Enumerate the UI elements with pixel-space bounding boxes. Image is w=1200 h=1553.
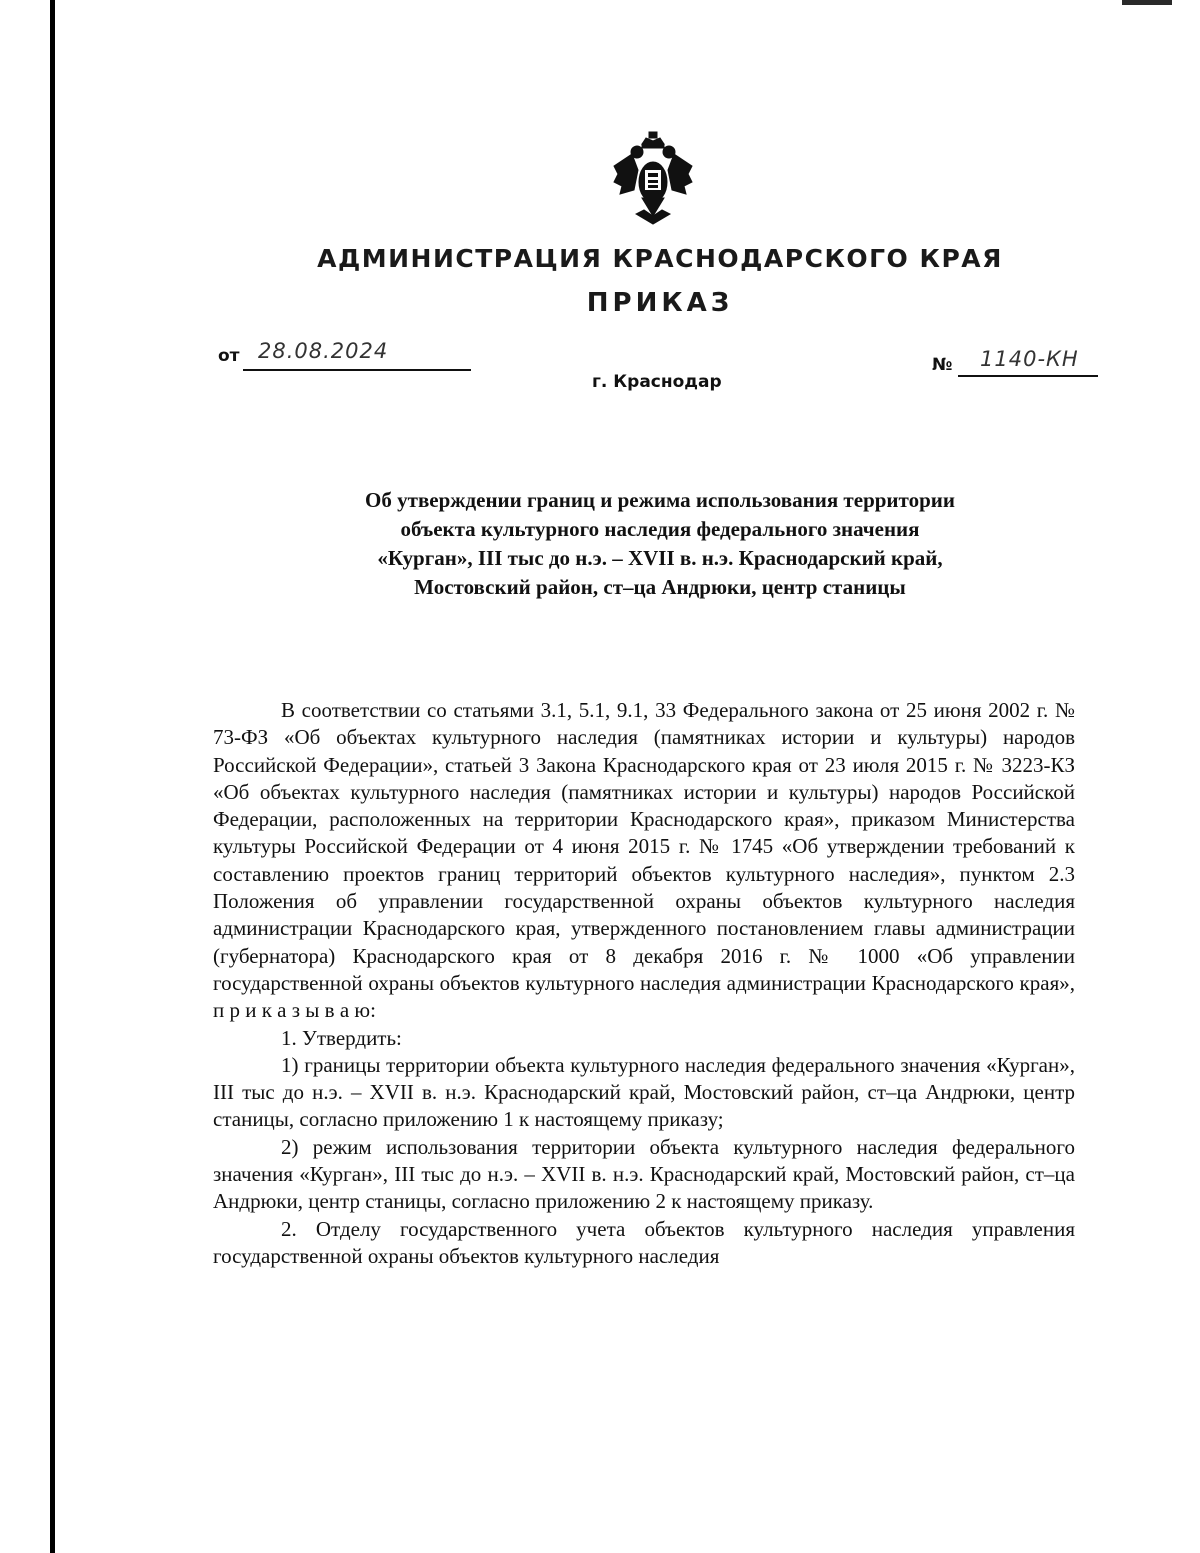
date-underline [243,369,471,371]
document-type: ПРИКАЗ [586,288,734,318]
clause-2: 2. Отделу государственного учета объектов культурного наследия управления государственной охраны объектов культурного наследия [213,1216,1075,1268]
subject-line: объекта культурного наследия федерального значения [400,517,920,541]
corner-mark [1122,0,1172,5]
subject-line: «Курган», III тыс до н.э. – XVII в. н.э. Краснодарский край, [377,546,943,570]
page-edge-rule [50,0,55,1553]
document-body [213,697,1075,1270]
clause-1-1: 1) границы территории объекта культурного наследия федерального значения «Курган», III тыс до н.э. – XVII в. н.э. Краснодарский край, Мостовский район, ст–ца Андрюки, центр станицы, согласно приложению 1 к настоящему приказу; [213,1052,1075,1132]
date-label: от [218,346,240,366]
preamble-paragraph: В соответствии со статьями 3.1, 5.1, 9.1, 33 Федерального закона от 25 июня 2002 г. № 73-ФЗ «Об объектах культурного наследия (памятниках истории и культуры) народов Российской Федерации», статьей 3 Закона Краснодарского края от 23 июля 2015 г. № 3223-КЗ «Об объектах культурного наследия (памятниках истории и культуры) народов Российской Федерации, расположенных на территории Краснодарского края», приказом Министерства культуры Российской Федерации от 4 июня 2015 г. № 1745 «Об утверждении требований к составлению проектов границ территорий объектов культурного наследия», пунктом 2.3 Положения об управлении государственной охраны объектов культурного наследия администрации Краснодарского края, утвержденного постановлением главы администрации (губернатора) Краснодарского края от 8 декабря 2016 г. № 1000 «Об управлении государственной охраны объектов культурного наследия администрации Краснодарского края», п р и к а з ы в а ю: [213,698,1075,1023]
clause-1: 1. Утвердить: [281,1025,402,1050]
number-underline [958,375,1098,377]
document-date: 28.08.2024 [258,339,389,363]
subject-line: Об утверждении границ и режима использования территории [365,488,955,512]
coat-of-arms-icon [612,130,694,226]
organization-title: АДМИНИСТРАЦИЯ КРАСНОДАРСКОГО КРАЯ [317,244,1003,273]
number-label: № [932,355,953,375]
city: г. Краснодар [592,372,722,392]
clause-1-2: 2) режим использования территории объекта культурного наследия федерального значения «Курган», III тыс до н.э. – XVII в. н.э. Краснодарский край, Мостовский район, ст–ца Андрюки, центр станицы, согласно приложению 2 к настоящему приказу. [213,1134,1075,1214]
subject-line: Мостовский район, ст–ца Андрюки, центр станицы [414,575,906,599]
document-number: 1140-КН [980,347,1079,371]
document-subject [180,486,1140,602]
